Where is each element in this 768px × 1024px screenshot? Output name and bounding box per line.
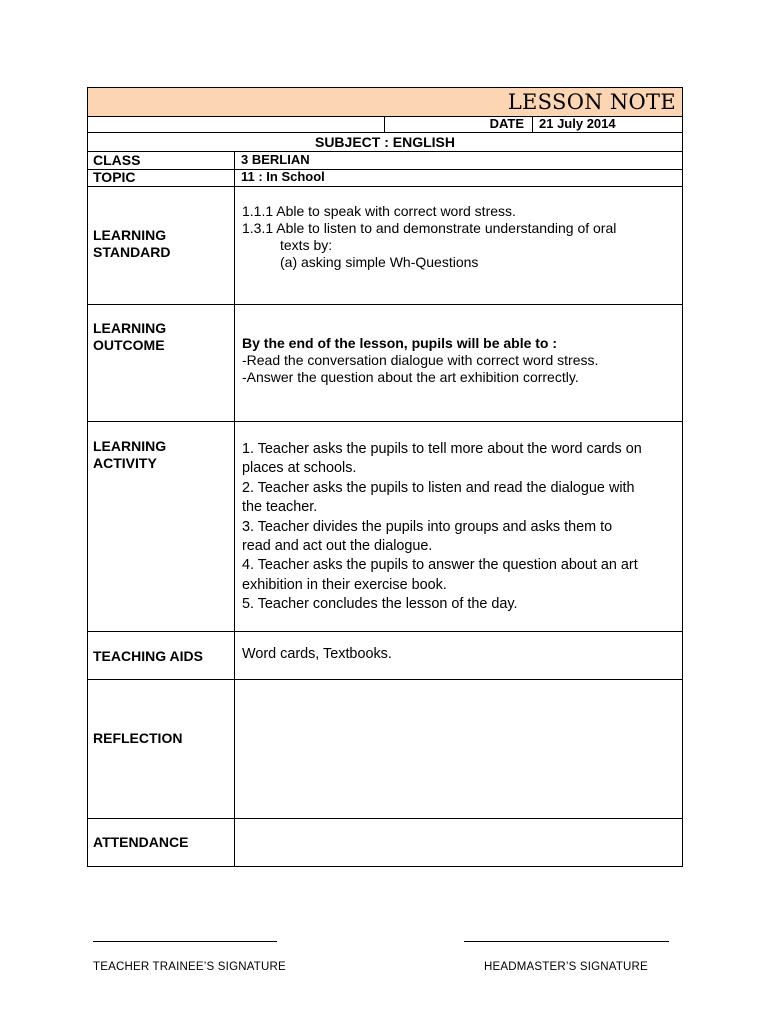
teacher-signature-label: TEACHER TRAINEE’S SIGNATURE — [93, 961, 286, 973]
subject-heading: SUBJECT : ENGLISH — [314, 134, 455, 150]
reflection-field[interactable] — [236, 681, 680, 816]
learning-standard-text: 1.1.1 Able to speak with correct word stress. 1.3.1 Able to listen to and demonstrate understanding of oral texts by: (a) asking simple Wh-Questions — [242, 203, 617, 270]
learning-activity-text: 1. Teacher asks the pupils to tell more about the word cards on places at schools. 2. Teacher asks the pupils to listen and read the dialogue with the teacher. 3. Teacher divides the pupils into groups and asks them to read and act out the dialogue. 4. Teacher asks the pupils to answer the question about an art exhibition in their exercise book. 5. Teacher concludes the lesson of the day. — [242, 441, 642, 613]
headmaster-signature-line[interactable] — [464, 941, 669, 942]
attendance-label: ATTENDANCE — [93, 834, 189, 850]
attendance-field[interactable] — [236, 820, 680, 865]
learning-outcome-text: By the end of the lesson, pupils will be able to : -Read the conversation dialogue with correct word stress. -Answer the question about the art exhibition correctly. — [242, 335, 599, 385]
teaching-aids-label: TEACHING AIDS — [93, 648, 203, 664]
teaching-aids-value: Word cards, Textbooks. — [242, 646, 392, 662]
class-label: CLASS — [93, 152, 141, 168]
learning-outcome-label: LEARNING OUTCOME — [93, 320, 167, 353]
class-value: 3 BERLIAN — [241, 152, 310, 167]
learning-activity-label: LEARNING ACTIVITY — [93, 438, 167, 471]
page-title: LESSON NOTE — [507, 90, 676, 114]
learning-standard-label: LEARNING STANDARD — [93, 227, 171, 260]
date-label: DATE — [489, 116, 524, 131]
headmaster-signature-label: HEADMASTER’S SIGNATURE — [484, 961, 648, 973]
teacher-signature-line[interactable] — [93, 941, 277, 942]
topic-label: TOPIC — [93, 169, 136, 185]
date-value: 21 July 2014 — [539, 116, 616, 131]
reflection-label: REFLECTION — [93, 730, 183, 746]
topic-value: 11 : In School — [241, 169, 325, 184]
